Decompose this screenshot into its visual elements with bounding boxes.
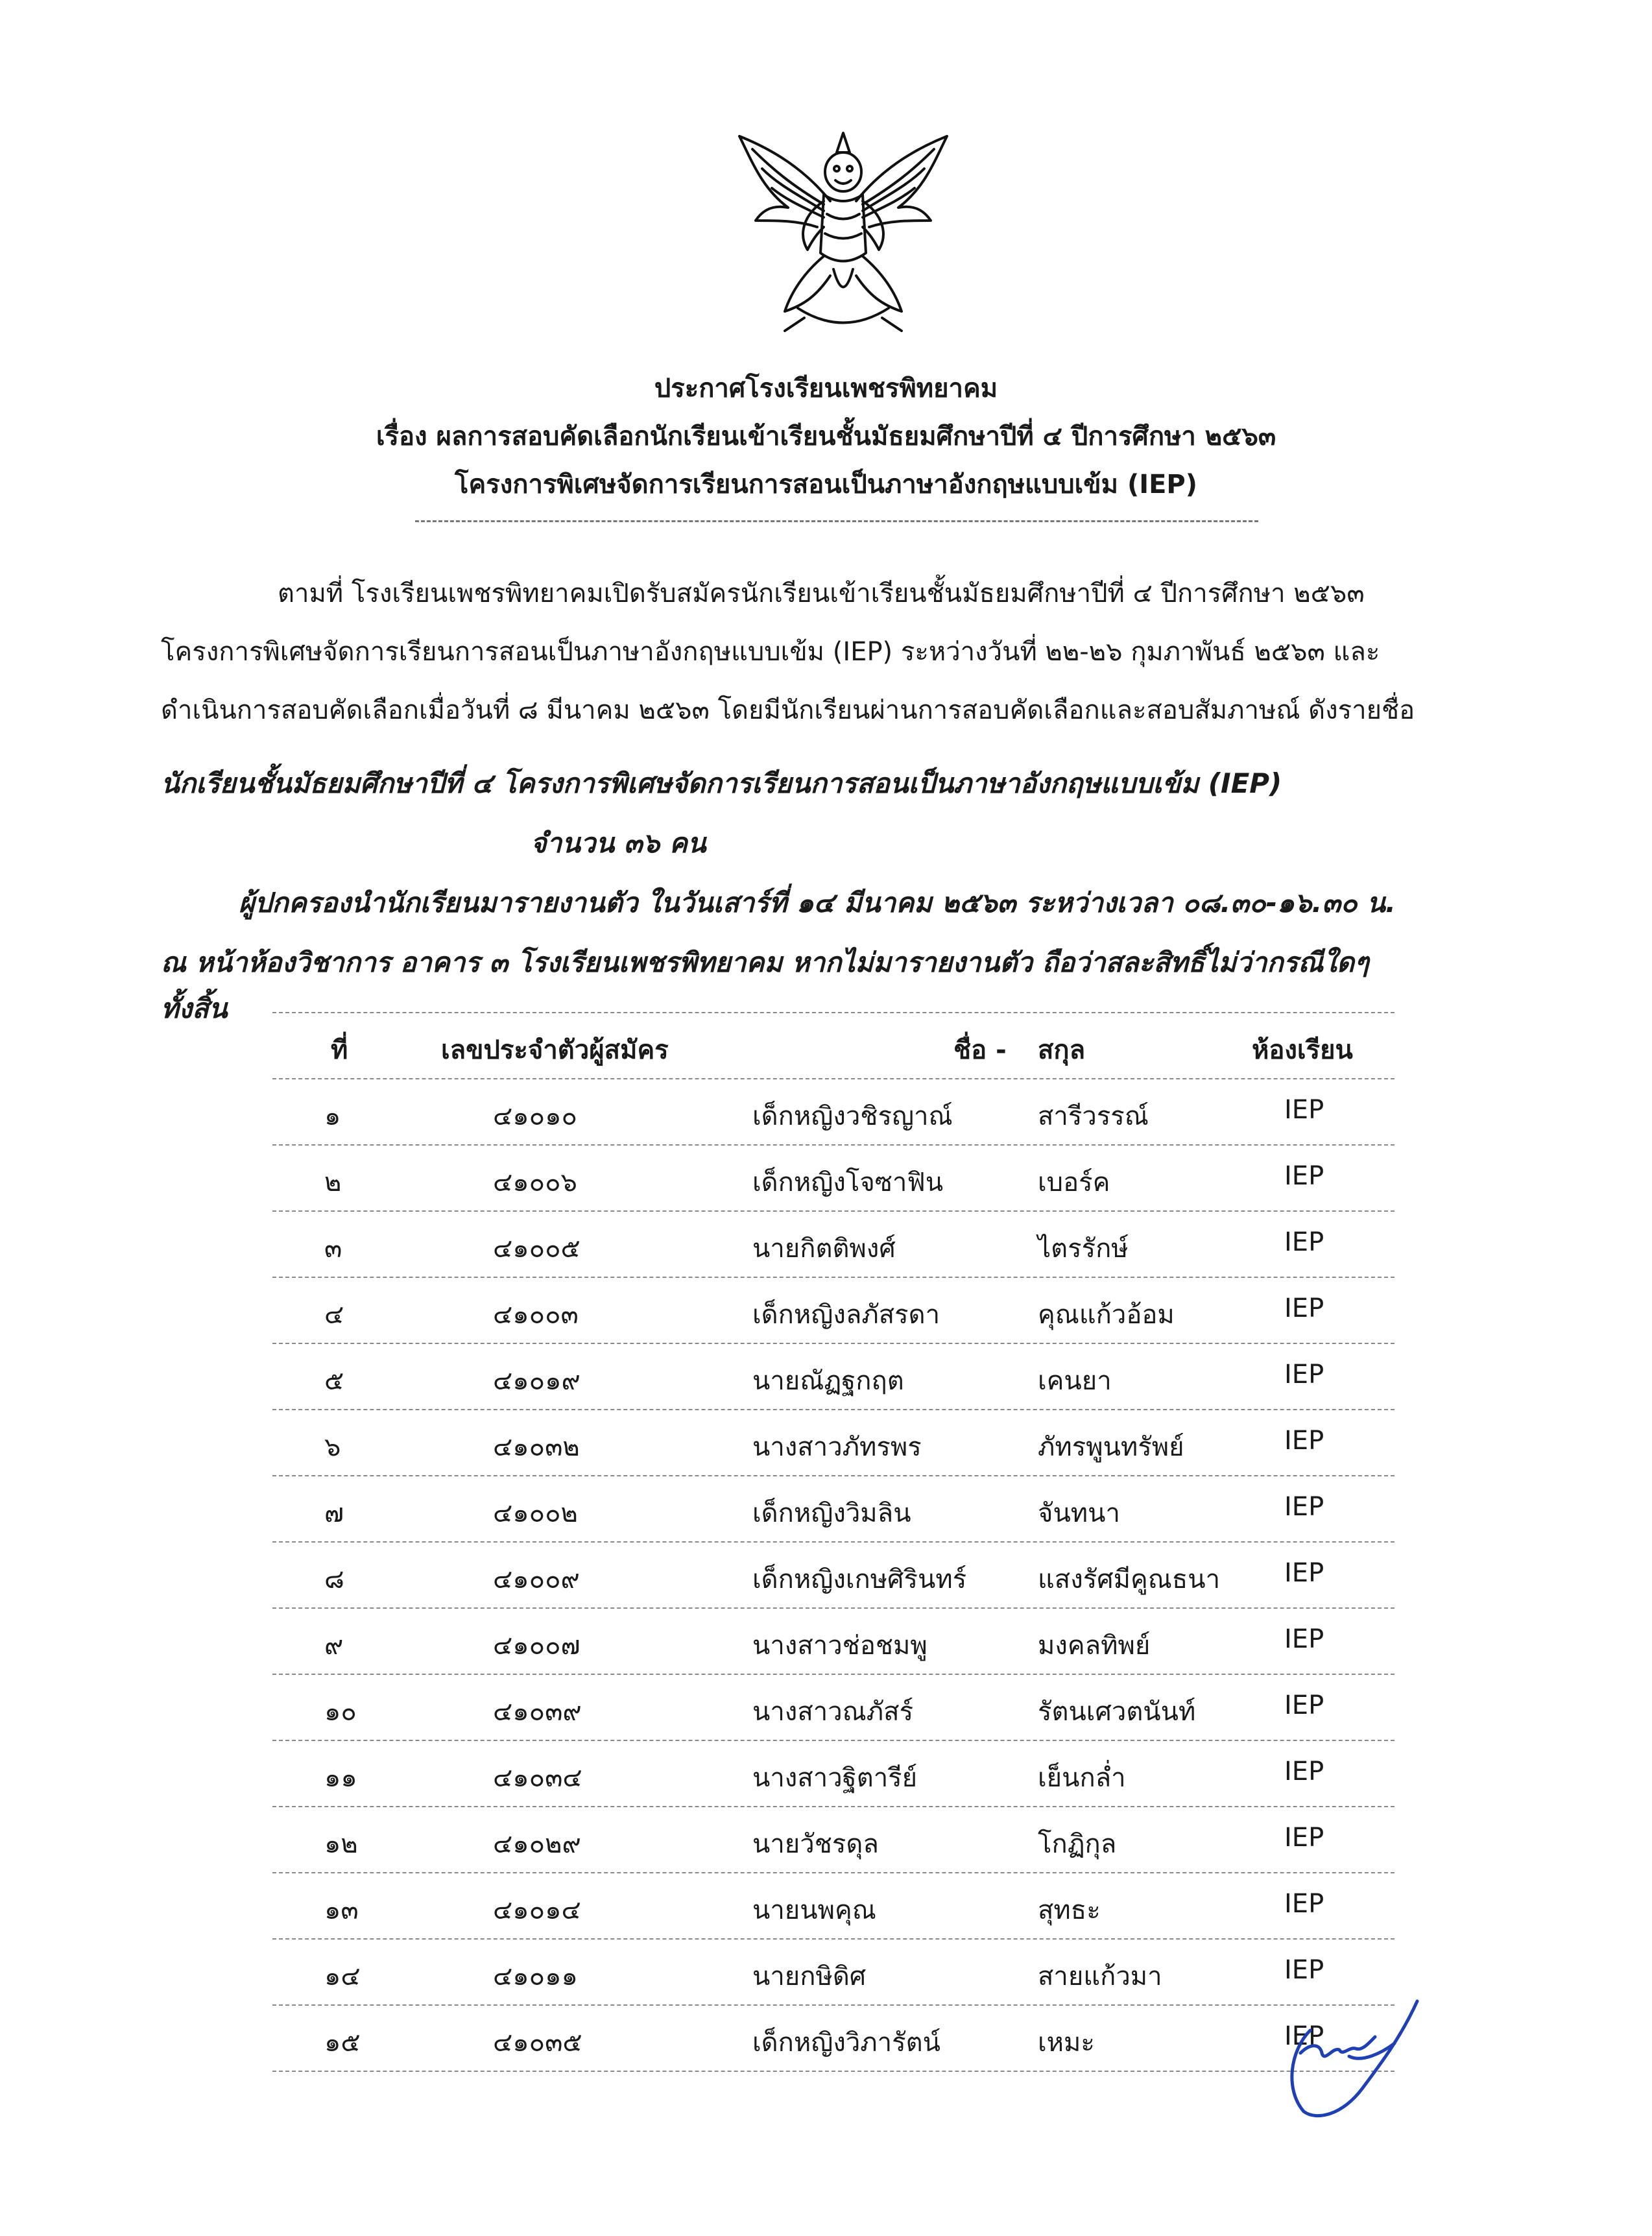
notice-report-time: ผู้ปกครองนำนักเรียนมารายงานตัว ในวันเสาร์ที่ ๑๔ มีนาคม ๒๕๖๓ ระหว่างเวลา ๐๘.๓๐-๑๖.๓๐ น. — [239, 887, 1396, 919]
garuda-emblem-icon — [726, 123, 960, 344]
cell-room: IEP — [1284, 1757, 1324, 1786]
student-table — [272, 1012, 1395, 2072]
header-surname: สกุล — [1038, 1035, 1086, 1065]
cell-last-name: สายแก้วมา — [1038, 1962, 1162, 1991]
intro-line: ตามที่ โรงเรียนเพชรพิทยาคมเปิดรับสมัครนักเรียนเข้าเรียนชั้นมัธยมศึกษาปีที่ ๔ ปีการศึกษา ๒๕๖๓ — [278, 579, 1365, 608]
table-row — [272, 1476, 1395, 1543]
cell-last-name: คุณแก้วอ้อม — [1038, 1300, 1175, 1330]
table-body — [272, 1079, 1395, 2072]
table-row — [272, 1410, 1395, 1476]
cell-first-name: นายณัฏฐกฤต — [752, 1366, 904, 1396]
cell-last-name: โกฏิกุล — [1038, 1829, 1117, 1859]
cell-first-name: นายนพคุณ — [752, 1895, 876, 1925]
cell-id: ๔๑๐๑๑ — [493, 1962, 578, 1991]
cell-first-name: เด็กหญิงลภัสรดา — [752, 1300, 940, 1330]
cell-room: IEP — [1284, 1360, 1324, 1389]
cell-id: ๔๑๐๓๒ — [493, 1432, 580, 1462]
header-room: ห้องเรียน — [1252, 1035, 1353, 1065]
cell-first-name: นางสาวภัทรพร — [752, 1432, 922, 1462]
cell-no: ๑๔ — [324, 1962, 361, 1991]
table-row — [272, 1675, 1395, 1741]
cell-first-name: นางสาวณภัสร์ — [752, 1697, 914, 1727]
cell-last-name: มงคลทิพย์ — [1038, 1631, 1151, 1661]
cell-id: ๔๑๐๓๙ — [493, 1697, 582, 1727]
cell-no: ๓ — [324, 1234, 342, 1264]
announcement-project: โครงการพิเศษจัดการเรียนการสอนเป็นภาษาอังกฤษแบบเข้ม (IEP) — [454, 470, 1198, 499]
cell-last-name: สารีวรรณ์ — [1038, 1101, 1149, 1131]
cell-id: ๔๑๐๐๓ — [493, 1300, 579, 1330]
table-row — [272, 1609, 1395, 1675]
cell-id: ๔๑๐๐๒ — [493, 1498, 578, 1528]
cell-no: ๑๑ — [324, 1763, 357, 1793]
cell-room: IEP — [1284, 1823, 1324, 1853]
cell-room: IEP — [1284, 1558, 1324, 1588]
table-row — [272, 1146, 1395, 1212]
cell-room: IEP — [1284, 1095, 1324, 1125]
cell-first-name: นางสาวช่อชมพู — [752, 1631, 928, 1661]
notice-end: ทั้งสิ้น — [161, 992, 228, 1024]
notice-heading: นักเรียนชั้นมัธยมศึกษาปีที่ ๔ โครงการพิเศษจัดการเรียนการสอนเป็นภาษาอังกฤษแบบเข้ม (IEP) — [161, 767, 1282, 799]
cell-first-name: เด็กหญิงวิมลิน — [752, 1498, 911, 1528]
table-row — [272, 1543, 1395, 1609]
cell-id: ๔๑๐๐๕ — [493, 1234, 581, 1264]
intro-line: โครงการพิเศษจัดการเรียนการสอนเป็นภาษาอังกฤษแบบเข้ม (IEP) ระหว่างวันที่ ๒๒-๒๖ กุมภาพันธ์ ๒๕๖๓ และ — [161, 637, 1380, 667]
cell-id: ๔๑๐๐๖ — [493, 1168, 577, 1197]
header-id: เลขประจำตัวผู้สมัคร — [441, 1035, 669, 1065]
cell-last-name: จันทนา — [1038, 1498, 1120, 1528]
table-row — [272, 1079, 1395, 1146]
cell-no: ๑๒ — [324, 1829, 358, 1859]
notice-report-place: ณ หน้าห้องวิชาการ อาคาร ๓ โรงเรียนเพชรพิทยาคม หากไม่มารายงานตัว ถือว่าสละสิทธิ์ไม่ว่ากรณีใดๆ — [161, 946, 1369, 978]
cell-first-name: นายกษิดิศ — [752, 1962, 867, 1991]
table-row — [272, 1873, 1395, 1940]
cell-room: IEP — [1284, 1624, 1324, 1654]
cell-room: IEP — [1284, 2021, 1324, 2051]
cell-first-name: นายกิตติพงศ์ — [752, 1234, 896, 1264]
cell-id: ๔๑๐๐๙ — [493, 1565, 580, 1594]
intro-line: ดำเนินการสอบคัดเลือกเมื่อวันที่ ๘ มีนาคม ๒๕๖๓ โดยมีนักเรียนผ่านการสอบคัดเลือกและสอบสัมภาษณ์ ดังรายชื่อ — [161, 695, 1415, 725]
cell-no: ๕ — [324, 1366, 344, 1396]
cell-no: ๒ — [324, 1168, 342, 1197]
cell-no: ๙ — [324, 1631, 344, 1661]
cell-last-name: เหมะ — [1038, 2028, 1095, 2058]
cell-id: ๔๑๐๓๕ — [493, 2028, 582, 2058]
header-no: ที่ — [331, 1035, 348, 1065]
cell-room: IEP — [1284, 1955, 1324, 1985]
cell-no: ๘ — [324, 1565, 344, 1594]
cell-room: IEP — [1284, 1889, 1324, 1919]
cell-no: ๑ — [324, 1101, 341, 1131]
cell-no: ๑๕ — [324, 2028, 361, 2058]
cell-no: ๗ — [324, 1498, 344, 1528]
cell-no: ๖ — [324, 1432, 341, 1462]
notice-block — [161, 754, 1555, 1025]
cell-id: ๔๑๐๑๐ — [493, 1101, 577, 1131]
signature-icon — [1271, 1991, 1427, 2121]
cell-room: IEP — [1284, 1161, 1324, 1191]
cell-first-name: นายวัชรดุล — [752, 1829, 879, 1859]
cell-first-name: เด็กหญิงวิภารัตน์ — [752, 2028, 940, 2058]
announcement-title: ประกาศโรงเรียนเพชรพิทยาคม — [654, 374, 998, 403]
cell-last-name: แสงรัศมีคูณธนา — [1038, 1565, 1221, 1594]
intro-paragraph — [161, 564, 1542, 739]
cell-last-name: สุทธะ — [1038, 1895, 1101, 1925]
cell-no: ๑๓ — [324, 1895, 359, 1925]
table-row — [272, 2006, 1395, 2072]
header-divider — [415, 520, 1258, 522]
notice-count: จำนวน ๓๖ คน — [531, 827, 706, 859]
table-row — [272, 1807, 1395, 1873]
table-header-row — [272, 1012, 1395, 1079]
cell-first-name: เด็กหญิงวชิรญาณ์ — [752, 1101, 953, 1131]
table-row — [272, 1212, 1395, 1278]
table-row — [272, 1344, 1395, 1410]
cell-room: IEP — [1284, 1492, 1324, 1522]
cell-last-name: รัตนเศวตนันท์ — [1038, 1697, 1196, 1727]
cell-room: IEP — [1284, 1293, 1324, 1323]
cell-no: ๔ — [324, 1300, 344, 1330]
table-row — [272, 1278, 1395, 1344]
cell-room: IEP — [1284, 1227, 1324, 1257]
cell-first-name: นางสาวฐิตารีย์ — [752, 1763, 918, 1793]
cell-id: ๔๑๐๐๗ — [493, 1631, 581, 1661]
cell-id: ๔๑๐๓๔ — [493, 1763, 582, 1793]
cell-last-name: ไตรรักษ์ — [1038, 1234, 1129, 1264]
table-row — [272, 1940, 1395, 2006]
cell-first-name: เด็กหญิงโจซาฟิน — [752, 1168, 944, 1197]
cell-id: ๔๑๐๑๔ — [493, 1895, 581, 1925]
cell-no: ๑๐ — [324, 1697, 357, 1727]
table-row — [272, 1741, 1395, 1807]
cell-last-name: เบอร์ค — [1038, 1168, 1110, 1197]
cell-last-name: เคนยา — [1038, 1366, 1112, 1396]
cell-id: ๔๑๐๑๙ — [493, 1366, 581, 1396]
cell-room: IEP — [1284, 1690, 1324, 1720]
cell-last-name: ภัทรพูนทรัพย์ — [1038, 1432, 1184, 1462]
cell-room: IEP — [1284, 1426, 1324, 1456]
cell-id: ๔๑๐๒๙ — [493, 1829, 581, 1859]
announcement-subject: เรื่อง ผลการสอบคัดเลือกนักเรียนเข้าเรียนชั้นมัธยมศึกษาปีที่ ๔ ปีการศึกษา ๒๕๖๓ — [376, 422, 1276, 451]
cell-first-name: เด็กหญิงเกษศิรินทร์ — [752, 1565, 967, 1594]
cell-last-name: เย็นกล่ำ — [1038, 1763, 1126, 1793]
header-name: ชื่อ - — [953, 1035, 1007, 1065]
